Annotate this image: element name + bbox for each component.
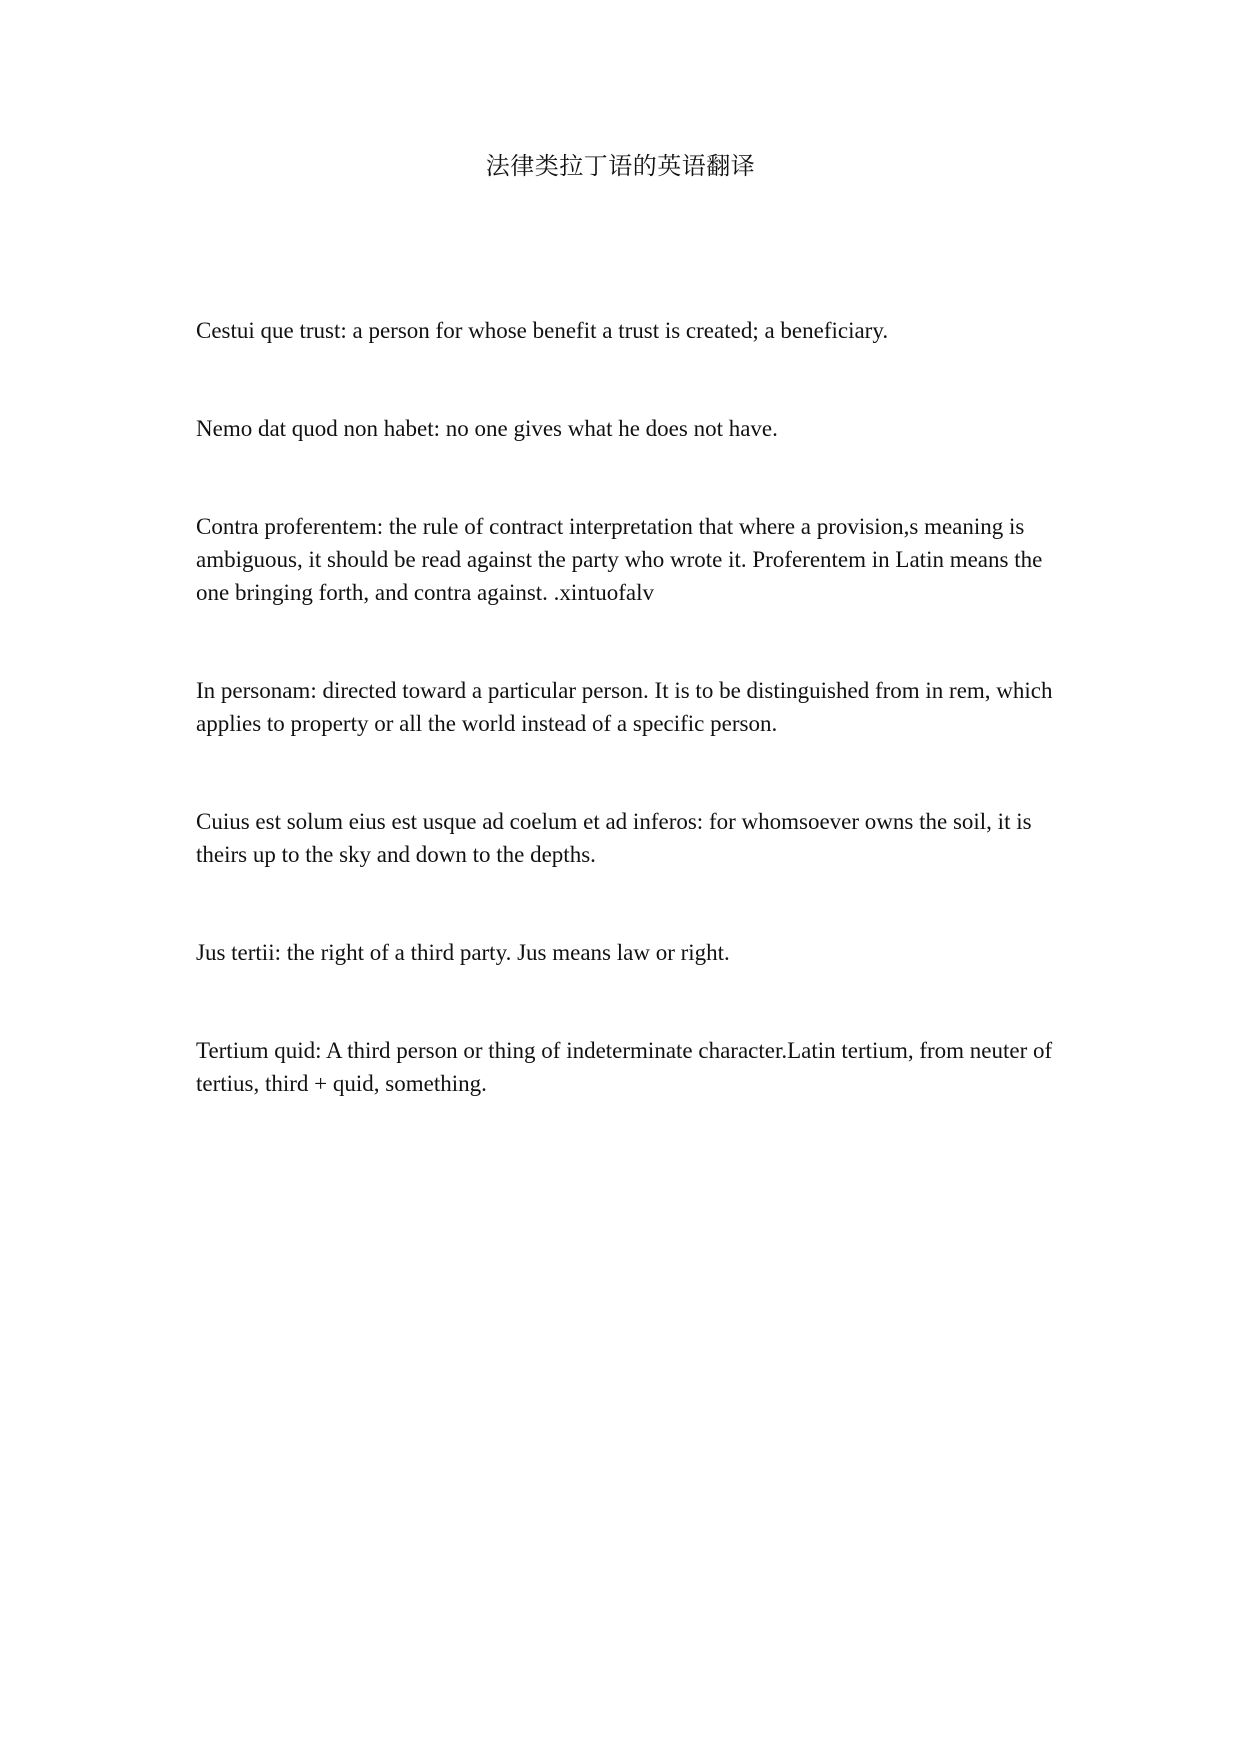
entry-contra-proferentem: Contra proferentem: the rule of contract interpretation that where a provision,s meaning is ambiguous, it should be read against the party who wrote it. Proferentem in Latin means the one bringing forth, and contra against. .xintuofalv [196,514,1043,605]
entry-list [196,314,1056,1165]
entry-nemo-dat: Nemo dat quod non habet: no one gives what he does not have. [196,416,778,441]
entry-cestui-que-trust: Cestui que trust: a person for whose benefit a trust is created; a beneficiary. [196,318,889,343]
entry-cuius-est-solum: Cuius est solum eius est usque ad coelum et ad inferos: for whomsoever owns the soil, it is theirs up to the sky and down to the depths. [196,809,1032,867]
entry-in-personam: In personam: directed toward a particular person. It is to be distinguished from in rem, which applies to property or all the world instead of a specific person. [196,678,1053,736]
document-title: 法律类拉丁语的英语翻译 [485,152,756,180]
entry-jus-tertii: Jus tertii: the right of a third party. Jus means law or right. [196,940,730,965]
entry-tertium-quid: Tertium quid: A third person or thing of indeterminate character.Latin tertium, from neuter of tertius, third + quid, something. [196,1038,1053,1096]
